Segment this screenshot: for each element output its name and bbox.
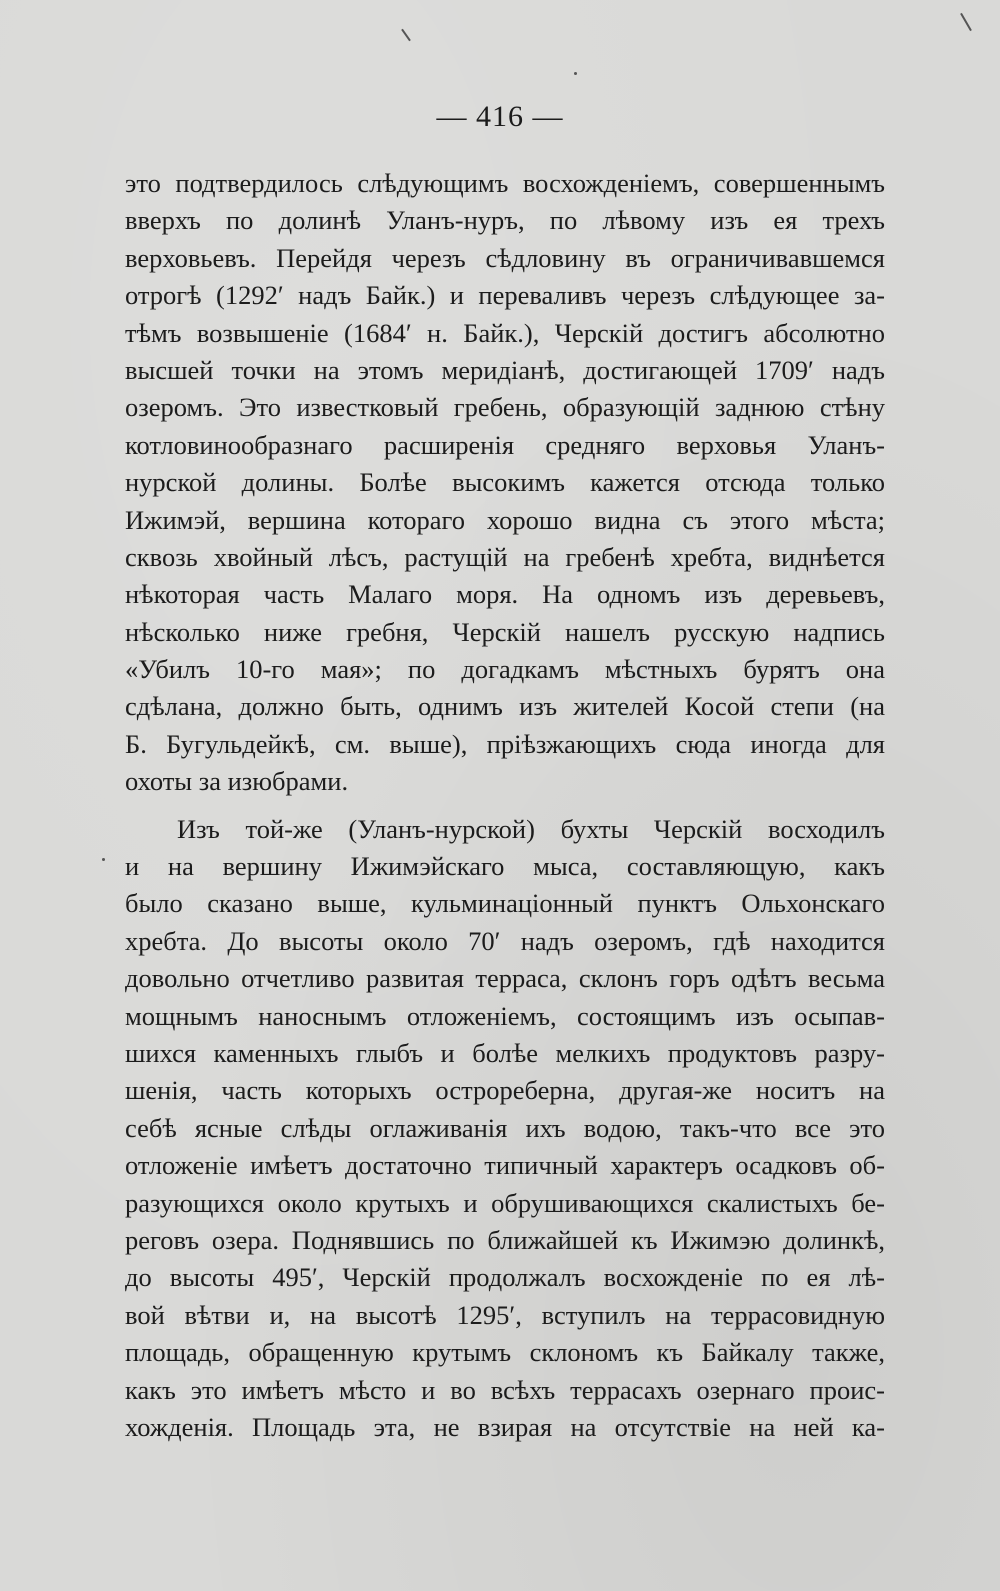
text-line: охоты за изюбрами. — [125, 766, 349, 797]
text-line: Б. Бугульдейкѣ, см. выше), пріѣзжающихъ сюда иногда для — [125, 728, 885, 759]
text-line: отрогѣ (1292′ надъ Байк.) и переваливъ черезъ слѣдующее за- — [125, 280, 885, 311]
text-line: нурской долины. Болѣе высокимъ кажется отсюда только — [125, 467, 885, 498]
text-line: разующихся около крутыхъ и обрушивающихся скалистыхъ бе- — [125, 1187, 885, 1218]
paragraph-1 — [125, 165, 885, 801]
page-number: — 416 — — [436, 100, 564, 133]
text-line: шихся каменныхъ глыбъ и болѣе мелкихъ продуктовъ разру- — [125, 1037, 885, 1068]
text-line: сквозь хвойный лѣсъ, растущій на гребенѣ хребта, виднѣется — [125, 541, 885, 572]
scan-speck — [401, 29, 411, 42]
paragraph-2 — [125, 811, 885, 1447]
text-line: какъ это имѣетъ мѣсто и во всѣхъ террасахъ озернаго проис- — [125, 1374, 885, 1405]
text-line: «Убилъ 10-го мая»; по догадкамъ мѣстныхъ бурятъ она — [125, 654, 885, 685]
text-line: озеромъ. Это известковый гребень, образующій заднюю стѣну — [125, 392, 885, 423]
text-line: шенія, часть которыхъ острореберна, другая-же носитъ на — [125, 1075, 885, 1106]
text-line: вверхъ по долинѣ Уланъ-нуръ, по лѣвому изъ ея трехъ — [125, 205, 885, 236]
scan-speck — [960, 13, 972, 31]
scan-speck — [574, 72, 577, 75]
text-line: и на вершину Ижимэйскаго мыса, составляющую, какъ — [125, 851, 885, 882]
text-line: отложеніе имѣетъ достаточно типичный характеръ осадковъ об- — [125, 1150, 885, 1181]
text-line: верховьевъ. Перейдя черезъ сѣдловину въ ограничивавшемся — [125, 242, 885, 273]
text-line: до высоты 495′, Черскій продолжалъ восхожденіе по ея лѣ- — [125, 1262, 885, 1293]
text-line: тѣмъ возвышеніе (1684′ н. Байк.), Черскій достигъ абсолютно — [125, 317, 885, 348]
text-line: Изъ той-же (Уланъ-нурской) бухты Черскій восходилъ — [177, 813, 885, 844]
text-line: это подтвердилось слѣдующимъ восхожденіемъ, совершеннымъ — [125, 168, 885, 198]
text-line: реговъ озера. Поднявшись по ближайшей къ Ижимэю долинкѣ, — [125, 1224, 885, 1255]
text-line: котловинообразнаго расширенія средняго верховья Уланъ- — [125, 429, 885, 460]
text-line: площадь, обращенную крутымъ склономъ къ Байкалу также, — [125, 1337, 885, 1368]
text-line: нѣкоторая часть Малаго моря. На одномъ изъ деревьевъ, — [125, 579, 885, 610]
text-line: было сказано выше, кульминаціонный пунктъ Ольхонскаго — [125, 888, 885, 919]
paragraph-gap — [125, 801, 885, 811]
scan-speck — [102, 858, 105, 861]
text-line: сдѣлана, должно быть, однимъ изъ жителей Косой степи (на — [125, 691, 885, 722]
body-text — [125, 165, 885, 1446]
text-line: Ижимэй, вершина котораго хорошо видна съ этого мѣста; — [125, 504, 885, 535]
text-line: себѣ ясные слѣды оглаживанія ихъ водою, такъ-что все это — [125, 1112, 885, 1143]
text-line: хожденія. Площадь эта, не взирая на отсутствіе на ней ка- — [125, 1411, 885, 1442]
text-line: хребта. До высоты около 70′ надъ озеромъ, гдѣ находится — [125, 925, 885, 956]
text-line: высшей точки на этомъ меридіанѣ, достигающей 1709′ надъ — [125, 354, 885, 385]
text-line: вой вѣтви и, на высотѣ 1295′, вступилъ на террасовидную — [125, 1299, 885, 1330]
text-line: довольно отчетливо развитая терраса, склонъ горъ одѣтъ весьма — [125, 963, 885, 994]
text-line: мощнымъ наноснымъ отложеніемъ, состоящимъ изъ осыпав- — [125, 1000, 885, 1031]
text-line: нѣсколько ниже гребня, Черскій нашелъ русскую надпись — [125, 616, 885, 647]
